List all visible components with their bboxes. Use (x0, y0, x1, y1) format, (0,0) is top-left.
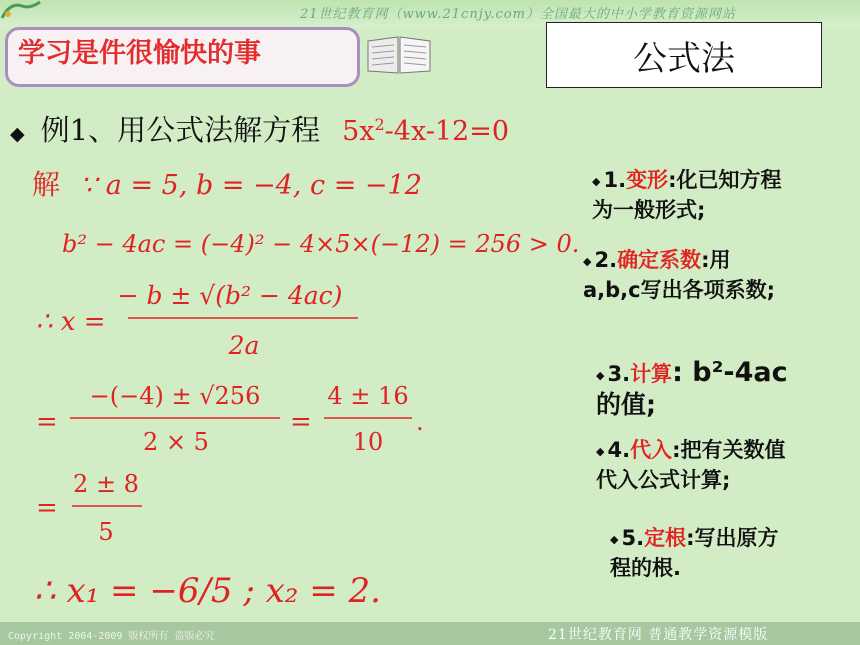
equals-sign-1: = (36, 407, 58, 437)
step-5: ◆ 5.定根:写出原方 程的根. (610, 526, 779, 580)
solution-coefficients: ∵ a = 5, b = −4, c = −12 (80, 170, 422, 201)
step-3: ◆ 3.计算: b²-4ac 的值; (596, 357, 788, 419)
step-2: ◆ 2.确定系数:用 a,b,c写出各项系数; (583, 248, 776, 302)
step-1: ◆ 1.变形:化已知方程 为一般形式; (592, 168, 782, 222)
diamond-bullet-icon: ◆ (583, 254, 592, 268)
solution-formula-denominator: 2a (228, 331, 260, 360)
diamond-bullet-icon: ◆ (596, 368, 605, 382)
diamond-bullet-icon: ◆ (592, 174, 601, 188)
solution-formula-lhs: ∴ x = (36, 307, 106, 337)
solution-simplified-denominator: 10 (352, 428, 384, 456)
copyright-text: Copyright 2004-2009 版权所有 盗版必究 (8, 631, 215, 642)
solution-reduced-denominator: 5 (98, 518, 114, 546)
solution-jie: 解 (32, 168, 61, 201)
equals-sign-3: = (36, 493, 58, 523)
site-banner-text: 21世纪教育网（www.21cnjy.com）全国最大的中小学教育资源网站 (300, 7, 736, 22)
solution-sub-denominator: 2 × 5 (143, 428, 209, 456)
example-equation: $5x^2-4x-12=0$ (342, 115, 510, 147)
solution-discriminant: b² − 4ac = (−4)² − 4×5×(−12) = 256 > 0. (62, 230, 580, 258)
diamond-bullet-icon: ◆ (10, 123, 25, 145)
equals-sign-2: = (290, 407, 312, 437)
slide-title: 学习是件很愉快的事 (18, 38, 261, 69)
step-4: ◆ 4.代入:把有关数值 代入公式计算; (596, 438, 786, 492)
solution-final-roots: ∴ x₁ = −6/5 ; x₂ = 2. (34, 571, 381, 611)
solution-formula-numerator: − b ± √(b² − 4ac) (117, 281, 343, 310)
period-mark: . (416, 408, 424, 436)
solution-reduced-numerator: 2 ± 8 (73, 470, 139, 498)
diamond-bullet-icon: ◆ (610, 532, 619, 546)
diamond-bullet-icon: ◆ (596, 444, 605, 458)
footer-site-name: 21世纪教育网 普通教学资源模版 (548, 627, 769, 643)
solution-simplified-numerator: 4 ± 16 (327, 382, 409, 410)
solution-sub-numerator: −(−4) ± √256 (89, 382, 261, 410)
example-prefix: 例1、用公式法解方程 (40, 113, 321, 147)
method-label: 公式法 (633, 38, 735, 79)
